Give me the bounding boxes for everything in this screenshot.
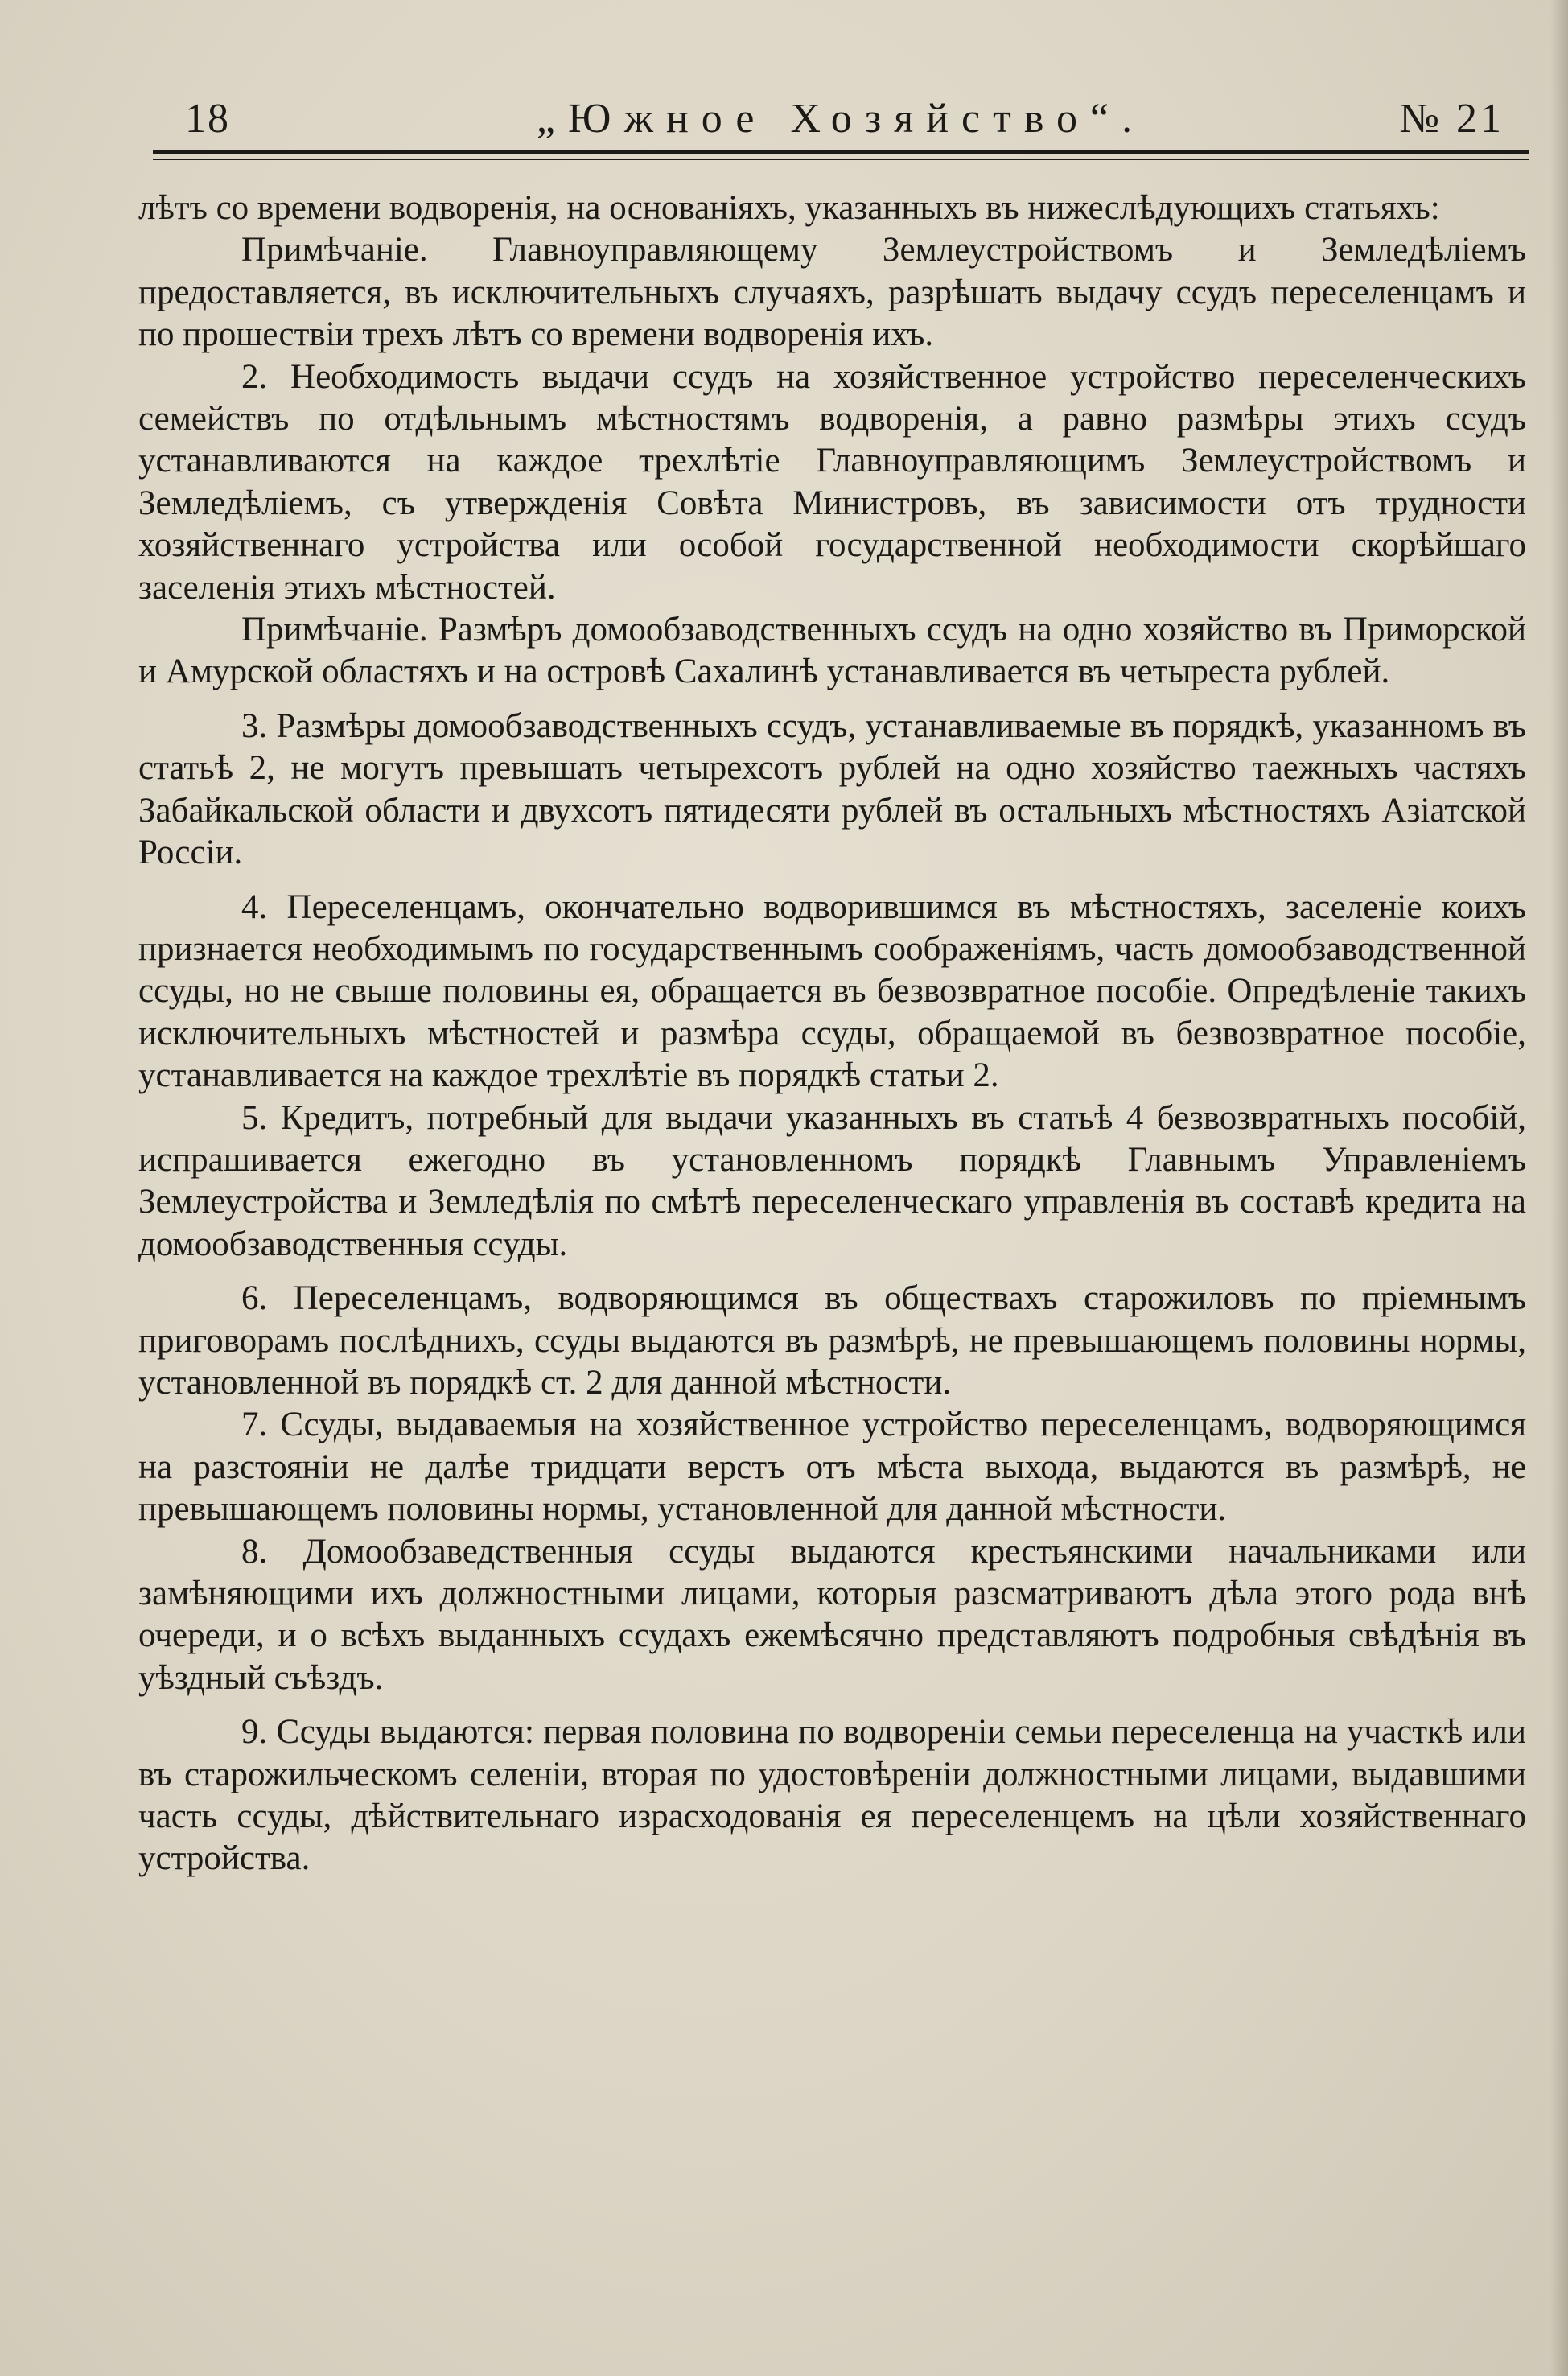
page-number: 18: [185, 96, 230, 142]
article-body: [138, 187, 1526, 1880]
paragraph-continuation: лѣтъ со времени водворенія, на основаніяхъ, указанныхъ въ нижеслѣдующихъ статьяхъ:: [138, 189, 1440, 227]
paragraph-article-5: 5. Кредитъ, потребный для выдачи указанныхъ въ статьѣ 4 безвозвратныхъ пособій, испрашивается ежегодно въ установленномъ порядкѣ Главнымъ Управленіемъ Землеустройства и Земледѣлія по смѣтѣ переселенческаго управленія въ составѣ кредита на домообзаводственныя ссуды.: [138, 1098, 1526, 1263]
paragraph-note-1: Примѣчаніе. Главноуправляющему Землеустройствомъ и Земледѣліемъ предоставляется, въ исключительныхъ случаяхъ, разрѣшать выдачу ссудъ переселенцамъ и по прошествіи трехъ лѣтъ со времени водворенія ихъ.: [138, 231, 1526, 354]
header-rule-thick: [153, 150, 1529, 154]
paragraph-article-4: 4. Переселенцамъ, окончательно водворившимся въ мѣстностяхъ, заселеніе коихъ признается необходимымъ по государственнымъ соображеніямъ, часть домообзаводственной ссуды, но не свыше половины ея, обращается въ безвозвратное пособіе. Опредѣленіе такихъ исключительныхъ мѣстностей и размѣра ссуды, обращаемой въ безвозвратное пособіе, устанавливается на каждое трехлѣтіе въ порядкѣ статьи 2.: [138, 887, 1526, 1095]
paragraph-note-2: Примѣчаніе. Размѣръ домообзаводственныхъ ссудъ на одно хозяйство въ Приморской и Амурской областяхъ и на островѣ Сахалинѣ устанавливается въ четыреста рублей.: [138, 611, 1526, 691]
paragraph-article-6: 6. Переселенцамъ, водворяющимся въ обществахъ старожиловъ по пріемнымъ приговорамъ послѣднихъ, ссуды выдаются въ размѣрѣ, не превышающемъ половины нормы, установленной въ порядкѣ ст. 2 для данной мѣстности.: [138, 1279, 1526, 1402]
page-edge-shadow: [1550, 0, 1568, 2376]
running-header: [153, 89, 1529, 156]
paragraph-article-2: 2. Необходимость выдачи ссудъ на хозяйственное устройство переселенческихъ семействъ по отдѣльнымъ мѣстностямъ водворенія, а равно размѣры этихъ ссудъ устанавливаются на каждое трехлѣтіе Главноуправляющимъ Землеустройствомъ и Земледѣліемъ, съ утвержденія Совѣта Министровъ, въ зависимости отъ трудности хозяйственнаго устройства или особой государственной необходимости скорѣйшаго заселенія этихъ мѣстностей.: [138, 357, 1526, 607]
paragraph-article-7: 7. Ссуды, выдаваемыя на хозяйственное устройство переселенцамъ, водворяющимся на разстояніи не далѣе тридцати верстъ отъ мѣста выхода, выдаются въ размѣрѣ, не превышающемъ половины нормы, установленной для данной мѣстности.: [138, 1406, 1526, 1529]
header-rule-thin: [153, 159, 1529, 160]
journal-title: „Южное Хозяйство“.: [536, 96, 1146, 142]
paragraph-article-3: 3. Размѣры домообзаводственныхъ ссудъ, устанавливаемые въ порядкѣ, указанномъ въ статьѣ 2, не могутъ превышать четырехсотъ рублей на одно хозяйство таежныхъ частяхъ Забайкальской области и двухсотъ пятидесяти рублей въ остальныхъ мѣстностяхъ Азіатской Россіи.: [138, 706, 1526, 872]
issue-number: № 21: [1399, 96, 1504, 142]
paragraph-article-8: 8. Домообзаведственныя ссуды выдаются крестьянскими начальниками или замѣняющими ихъ должностными лицами, которыя разсматриваютъ дѣла этого рода внѣ очереди, и о всѣхъ выданныхъ ссудахъ ежемѣсячно представляютъ подробныя свѣдѣнія въ уѣздный съѣздъ.: [138, 1532, 1526, 1697]
paragraph-article-9: 9. Ссуды выдаются: первая половина по водвореніи семьи переселенца на участкѣ или въ старожильческомъ селеніи, вторая по удостовѣреніи должностными лицами, выдавшими часть ссуды, дѣйствительнаго израсходованія ея переселенцемъ на цѣли хозяйственнаго устройства.: [138, 1713, 1526, 1878]
